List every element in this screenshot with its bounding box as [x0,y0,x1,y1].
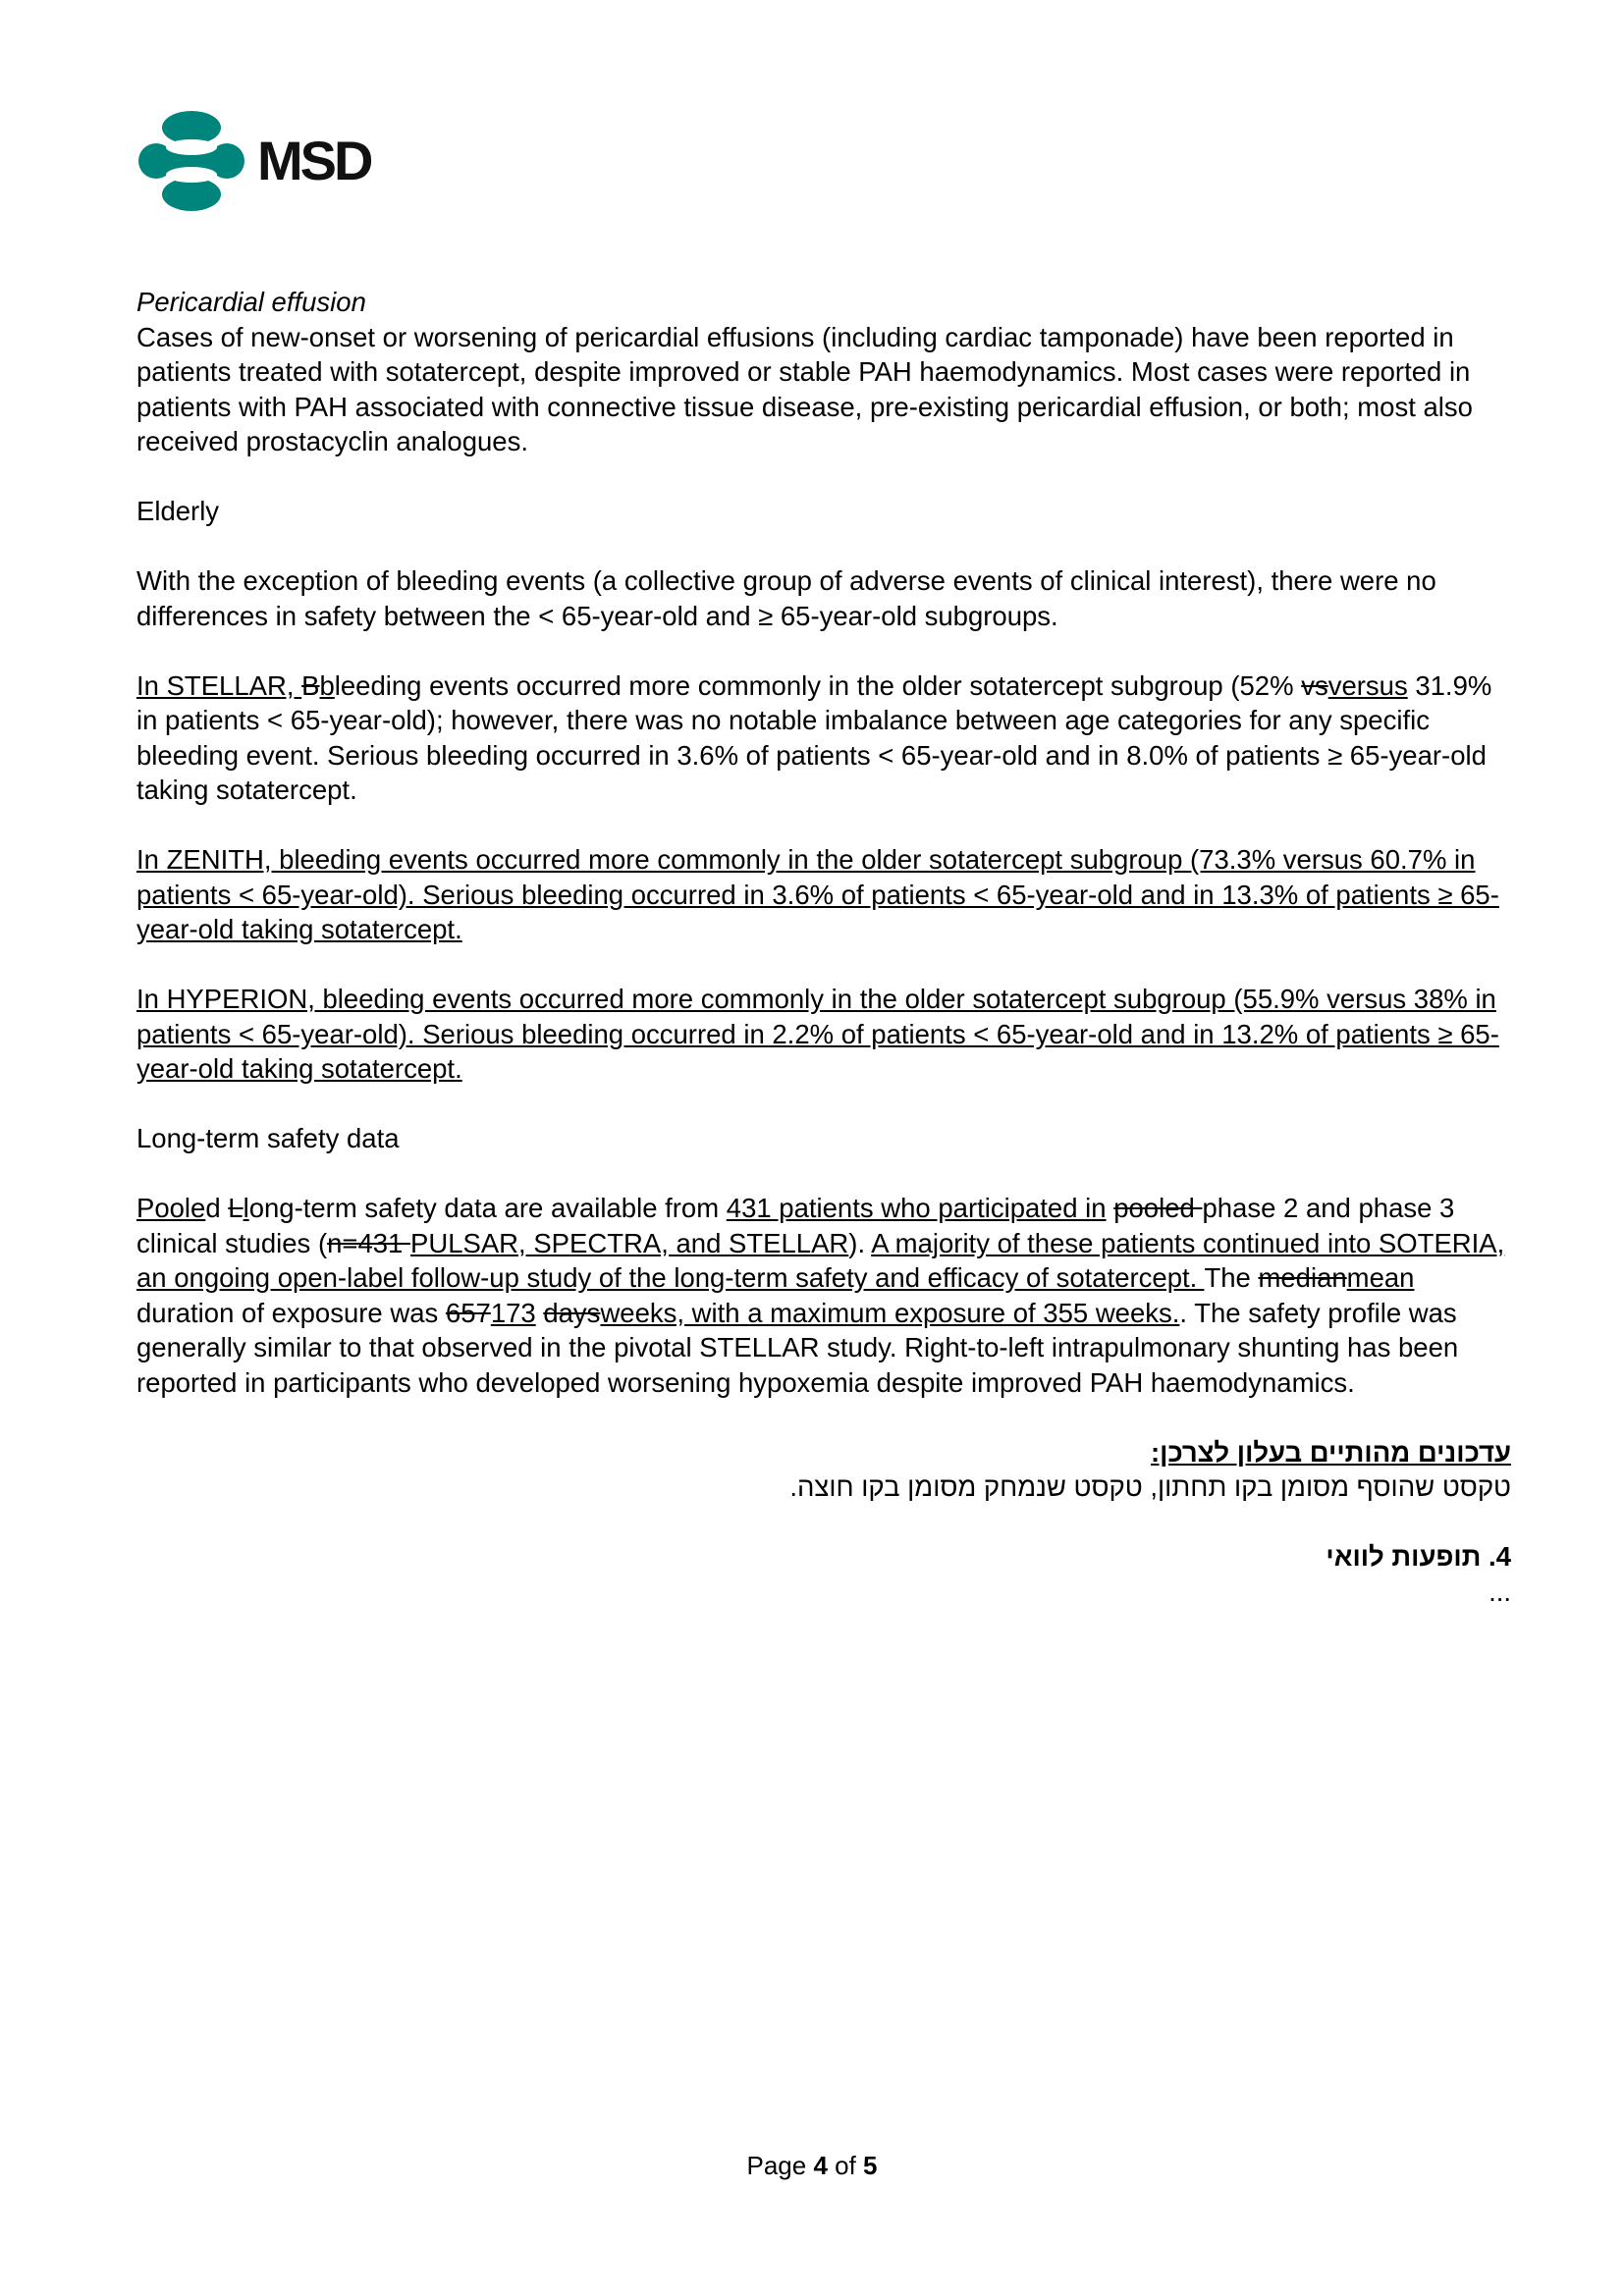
body-text: d [205,1193,229,1223]
pericardial-paragraph: Cases of new-onset or worsening of pericardial effusions (including cardiac tamponade) have been reported in patients treated with sotatercept, despite improved or stable PAH haemodynamics. Most cases were reported in patients with PAH associated with connective tissue disease, pre-existing pericardial effusion, or both; most also received prostacyclin analogues. [136,321,1473,456]
body-text: ). [848,1227,872,1258]
inserted-text: PULSAR, SPECTRA, and STELLAR [410,1227,849,1258]
deleted-text: pooled [1113,1193,1203,1223]
longterm-paragraph [136,1191,1511,1400]
elderly-heading: Elderly [136,496,220,526]
inserted-text: 173 [490,1297,536,1328]
zenith-paragraph: In ZENITH, bleeding events occurred more commonly in the older sotatercept subgroup (73.3% versus 60.7% in patients < 65-year-old). Serious bleeding occurred in 3.6% of patients < 65-year-old and in 13.3% of patients ≥ 65-year-old taking sotatercept. [136,844,1499,944]
msd-logo [137,110,403,212]
current-page-number: 4 [813,2151,828,2180]
inserted-text: In STELLAR, [136,669,302,701]
footer-middle: of [827,2151,864,2180]
total-page-number: 5 [863,2151,878,2180]
deleted-text: vs [1301,669,1328,701]
inserted-text: 431 patients who participated in [726,1193,1107,1223]
deleted-text: B [301,669,320,701]
hebrew-section-heading: 4. תופעות לוואי [1326,1541,1511,1572]
hebrew-updates-heading: עדכונים מהותיים בעלון לצרכן: [1150,1436,1511,1468]
msd-logo-icon [137,110,245,212]
body-text: 31.9% in patients < 65-year-old); however, there was no notable imbalance between age categories for any specific bleeding event. Serious bleeding occurred in 3.6% of patients < 65-year-old and in 8.0% of patients ≥ 65-year-old taking sotatercept. [136,669,1492,805]
inserted-text: Poole [136,1193,206,1223]
hebrew-legend-note: טקסט שהוסף מסומן בקו תחתון, טקסט שנמחק מסומן בקו חוצה. [789,1471,1511,1502]
body-text: ong-term safety data are available from [248,1193,727,1223]
page-number-footer [0,2150,1624,2181]
inserted-text: weeks, with a maximum exposure of 355 weeks. [600,1297,1180,1328]
inserted-text: A majority of these patients continued into SOTERIA, an ongoing open-label follow-up study of the long-term safety and efficacy of sotatercept. [136,1227,1505,1293]
deleted-text: 657 [445,1297,491,1328]
body-text: duration of exposure was [136,1297,446,1328]
body-text: The [1204,1262,1259,1293]
body-text: phase 2 and phase 3 clinical studies ( [136,1193,1455,1258]
deleted-text: n=431 [327,1227,410,1258]
body-text: leeding events occurred more commonly in the older sotatercept subgroup (52% [334,669,1302,701]
footer-prefix: Page [746,2151,814,2180]
hyperion-paragraph: In HYPERION, bleeding events occurred more commonly in the older sotatercept subgroup (55.9% versus 38% in patients < 65-year-old). Serious bleeding occurred in 2.2% of patients < 65-year-old and in 13.2% of patients ≥ 65-year-old taking sotatercept. [136,984,1499,1084]
stellar-paragraph [136,668,1511,808]
main-content [136,285,1511,1609]
inserted-text: versus [1327,669,1408,701]
inserted-text: l [243,1193,249,1223]
deleted-text: L [228,1193,244,1223]
deleted-text: days [543,1297,601,1328]
body-text: . The safety profile was generally similar to that observed in the pivotal STELLAR study. Right-to-left intrapulmonary shunting has been reported in participants who developed worsening hypoxemia despite improved PAH haemodynamics. [136,1297,1459,1398]
pericardial-heading: Pericardial effusion [136,287,366,317]
longterm-heading: Long-term safety data [136,1123,400,1153]
inserted-text: mean [1346,1262,1415,1293]
logo-text: MSD [257,130,371,191]
hebrew-ellipsis: ... [1489,1575,1511,1607]
inserted-text: b [319,669,335,701]
deleted-text: median [1258,1262,1347,1293]
elderly-paragraph: With the exception of bleeding events (a collective group of adverse events of clinical interest), there were no differences in safety between the < 65-year-old and ≥ 65-year-old subgroups. [136,565,1436,631]
